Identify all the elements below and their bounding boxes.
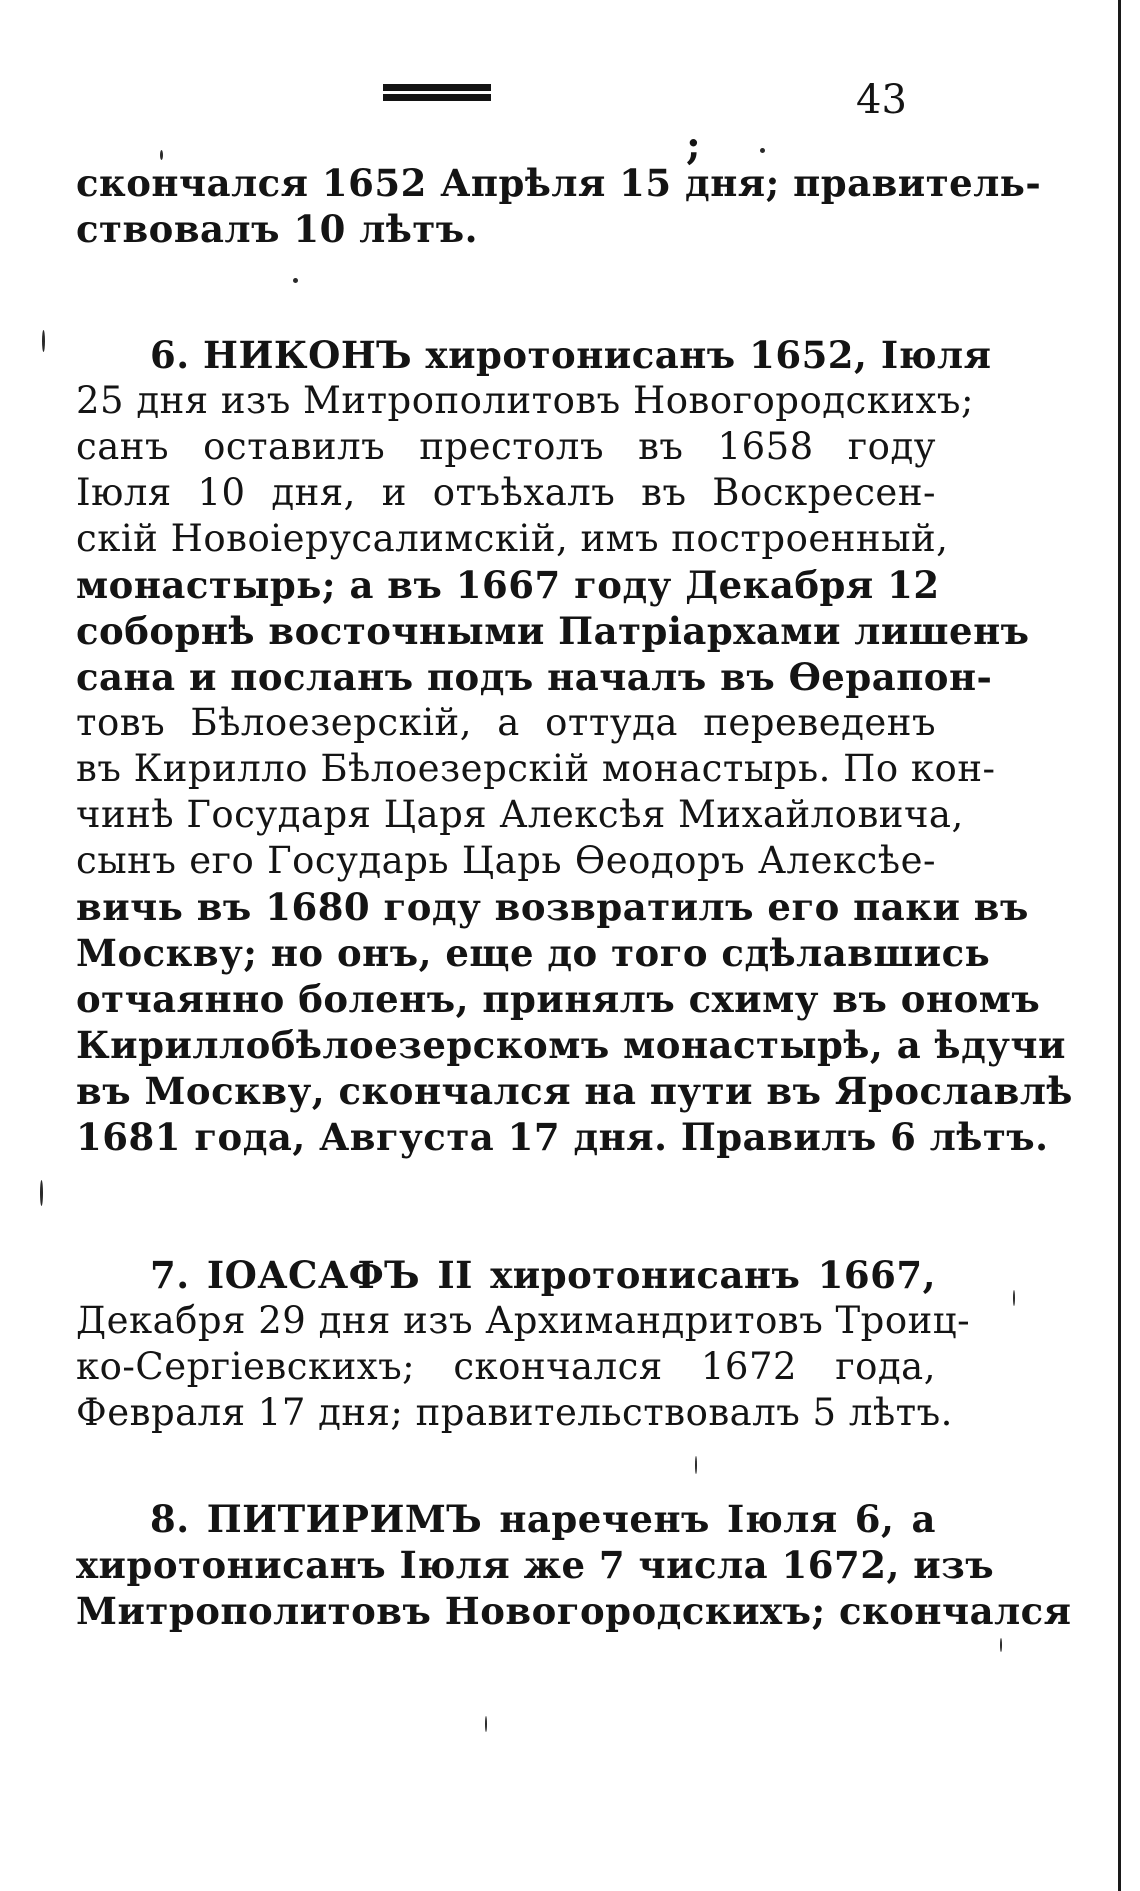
scan-speck [293, 278, 298, 283]
text-line: хиротонисанъ Іюля же 7 числа 1672, изъ [76, 1543, 995, 1587]
page-number: 43 [856, 77, 907, 123]
text-line: сынъ его Государь Царь Ѳеодоръ Алексѣе- [76, 839, 936, 882]
text-line: ко-Сергіевскихъ; скончался 1672 года, [76, 1345, 936, 1388]
text-line: скончался 1652 Апрѣля 15 дня; правитель- [76, 161, 1042, 205]
scan-speck [760, 148, 765, 153]
page-edge-line [1118, 0, 1121, 1891]
paragraph-7-ioasaf [76, 1252, 971, 1436]
text-line: товъ Бѣлоезерскій, а оттуда переведенъ [76, 701, 936, 744]
text-line: чинѣ Государя Царя Алексѣя Михайловича, [76, 793, 964, 836]
text-line: Декабря 29 дня изъ Архимандритовъ Троиц- [76, 1299, 971, 1342]
text-line: въ Москву, скончался на пути въ Ярославлѣ [76, 1069, 1073, 1113]
text-line: монастырь; а въ 1667 году Декабря 12 [76, 563, 940, 607]
text-line: 1681 года, Августа 17 дня. Правилъ 6 лѣтъ. [76, 1115, 1049, 1159]
scan-speck [42, 330, 45, 352]
text-line: санъ оставилъ престолъ въ 1658 году [76, 425, 936, 468]
text-line: 8. ПИТИРИМЪ нареченъ Іюля 6, а [150, 1497, 936, 1541]
text-line: скій Новоіерусалимскій, имъ построенный, [76, 517, 949, 560]
scan-speck [40, 1180, 43, 1206]
text-line: отчаянно боленъ, принялъ схиму въ ономъ [76, 977, 1041, 1021]
text-line: въ Кирилло Бѣлоезерскій монастырь. По кон- [76, 747, 996, 790]
text-line: сана и посланъ подъ началъ въ Ѳерапон- [76, 655, 993, 699]
printer-mark: ; [686, 122, 701, 169]
text-line: Февраля 17 дня; правительствовалъ 5 лѣтъ. [76, 1391, 953, 1434]
scan-speck [695, 1456, 697, 1474]
text-line: соборнѣ восточными Патріархами лишенъ [76, 609, 1030, 653]
text-line: Митрополитовъ Новогородскихъ; скончался [76, 1589, 1072, 1633]
text-line: Іюля 10 дня, и отъѣхалъ въ Воскресен- [76, 471, 936, 514]
text-line: Москву; но онъ, еще до того сдѣлавшись [76, 931, 991, 975]
text-line: вичь въ 1680 году возвратилъ его паки въ [76, 885, 1029, 929]
scan-speck [1013, 1290, 1015, 1306]
paragraph-8-pitirim [76, 1496, 1072, 1634]
scan-speck [485, 1716, 487, 1732]
text-line: Кириллобѣлоезерскомъ монастырѣ, а ѣдучи [76, 1023, 1066, 1067]
scan-speck [160, 150, 163, 160]
text-line: 25 дня изъ Митрополитовъ Новогородскихъ; [76, 379, 974, 422]
scan-speck [1000, 1638, 1002, 1652]
paragraph-continuation [76, 160, 1042, 252]
text-line: ствовалъ 10 лѣтъ. [76, 207, 479, 251]
text-line: 7. ІОАСАФЪ II хиротонисанъ 1667, [150, 1253, 936, 1297]
paragraph-6-nikon [76, 332, 1073, 1160]
header-ornament-rule [383, 84, 491, 110]
text-line: 6. НИКОНЪ хиротонисанъ 1652, Іюля [150, 333, 992, 377]
